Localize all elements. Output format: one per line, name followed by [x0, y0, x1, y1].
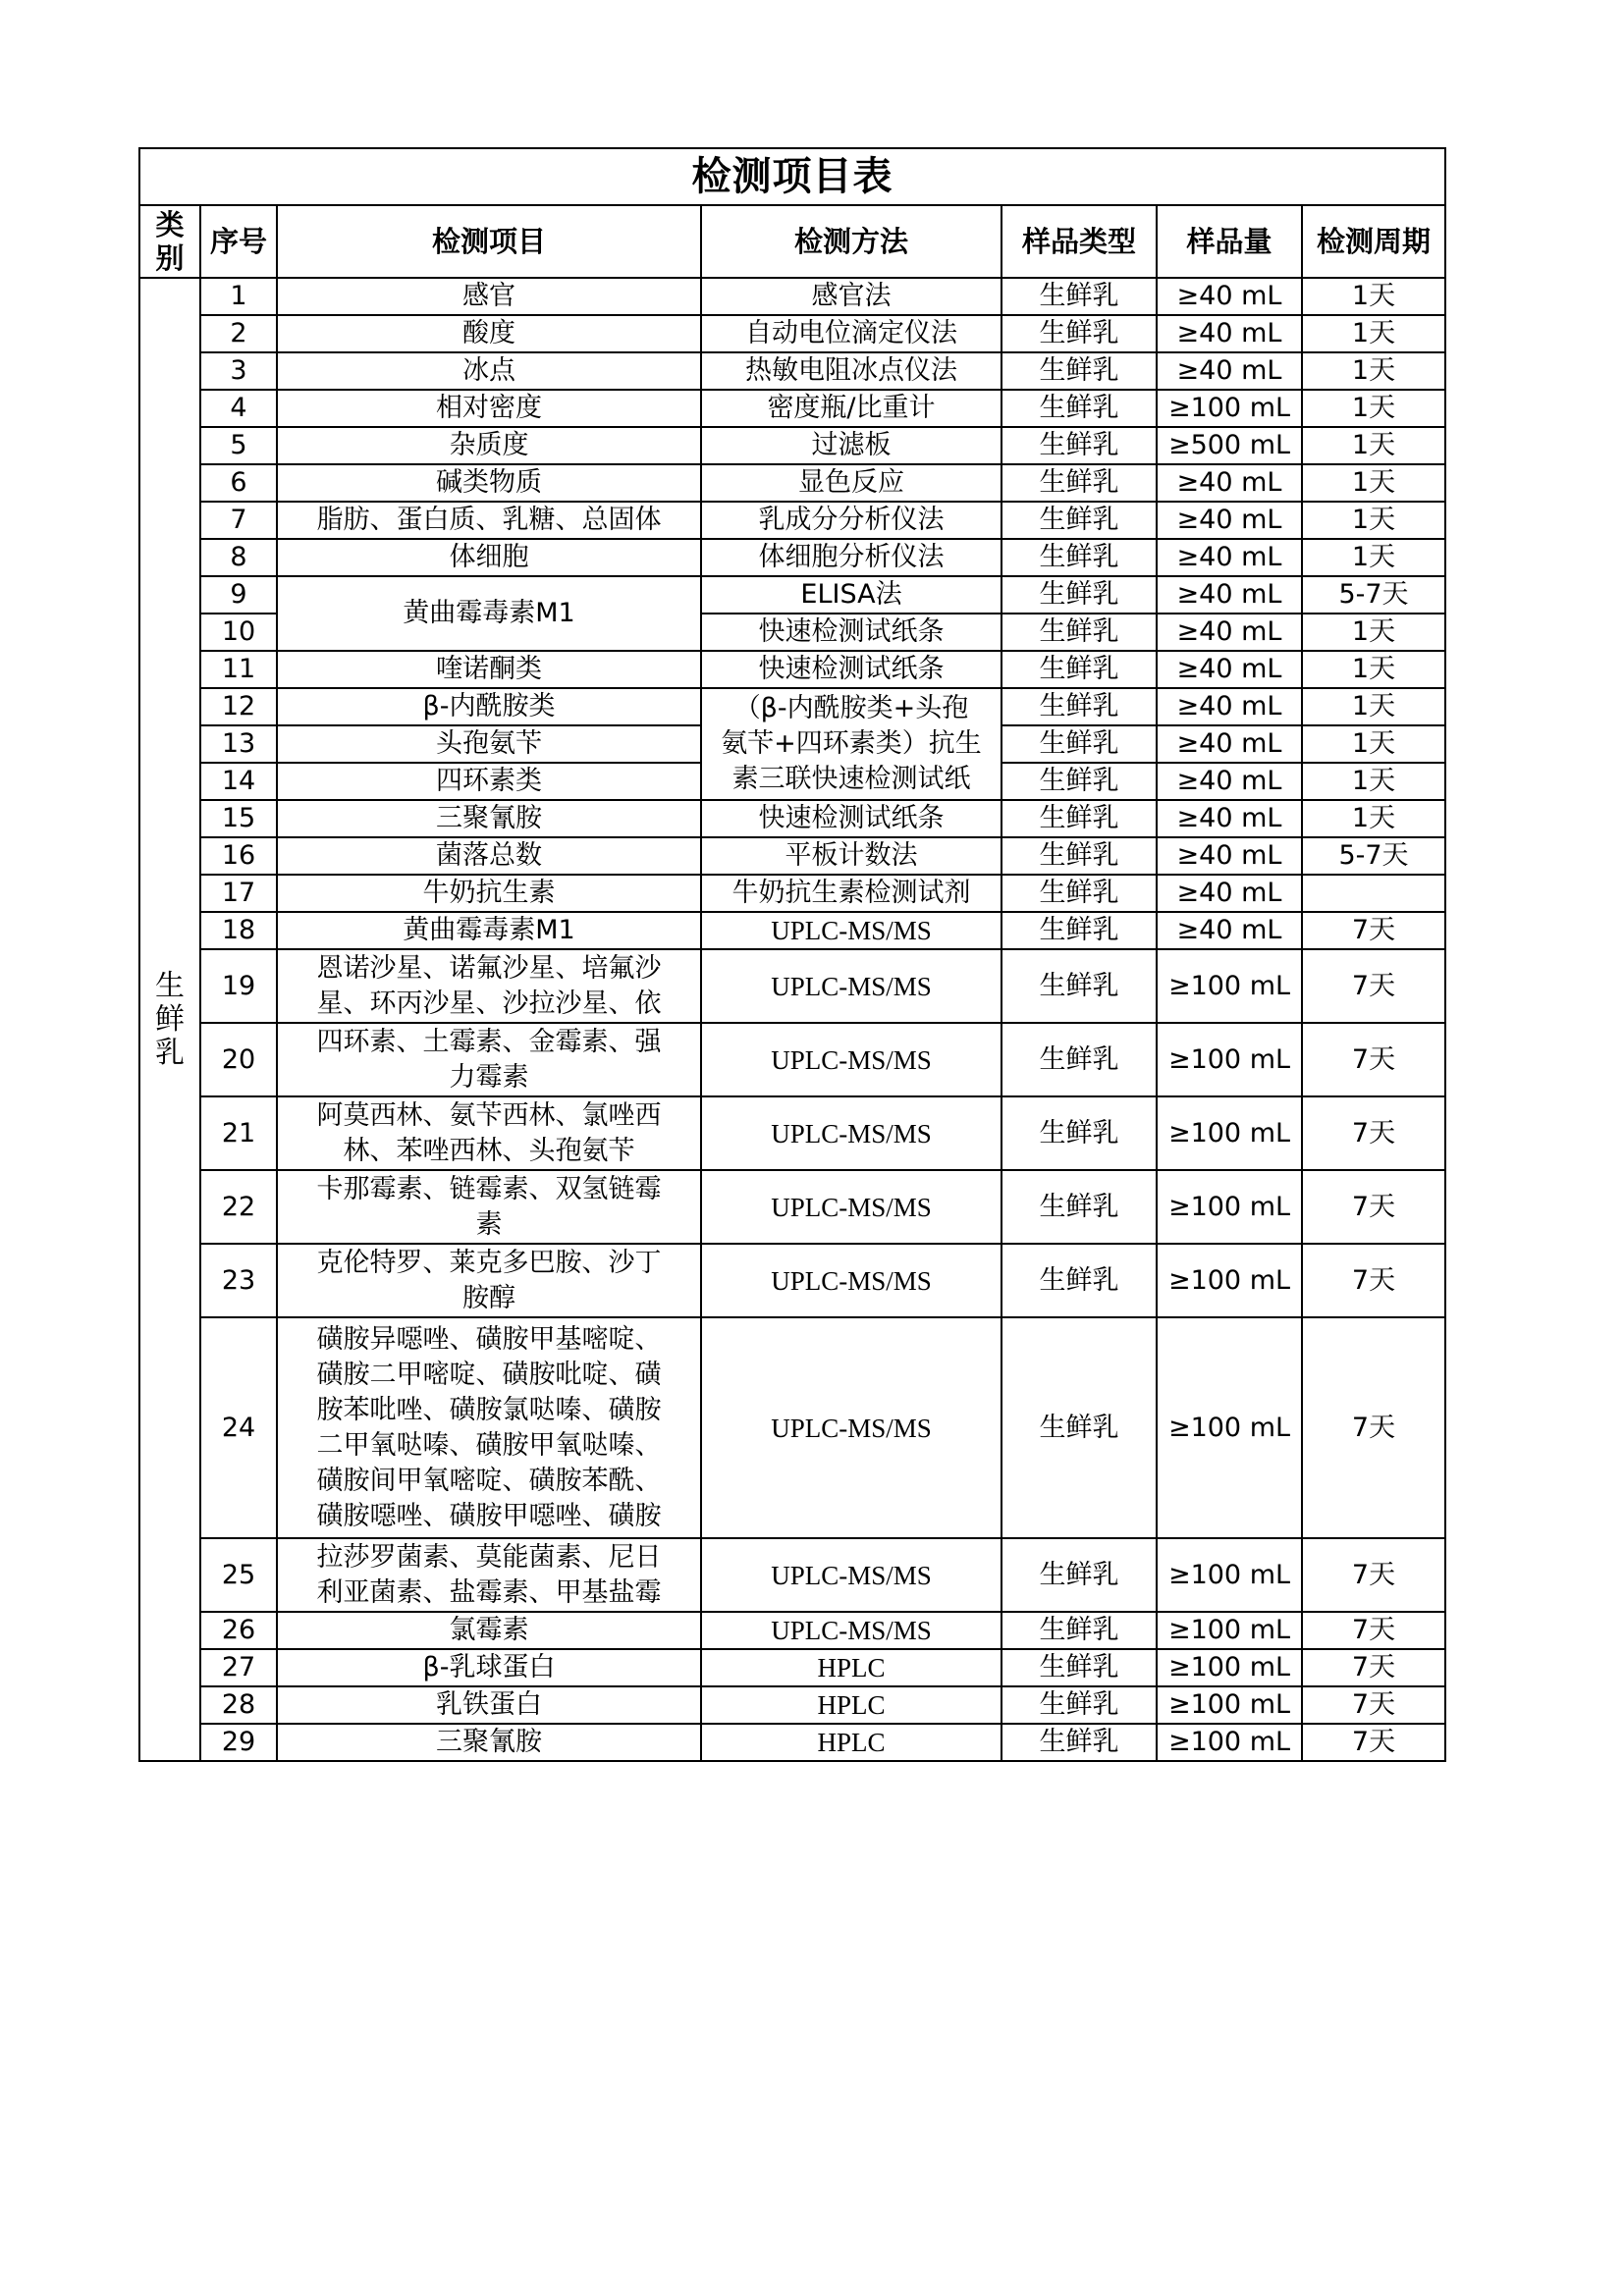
- method-line: 热敏电阻冰点仪法: [745, 355, 957, 386]
- seq-cell: 17: [200, 875, 277, 912]
- method-line: 感官法: [811, 281, 892, 311]
- sample-type-cell: 生鲜乳: [1001, 614, 1157, 651]
- amount-cell: ≥40 mL: [1157, 912, 1302, 949]
- category-char: 生: [155, 968, 185, 1003]
- cycle-cell: 5-7天: [1302, 576, 1445, 614]
- table-row: [139, 1244, 1445, 1317]
- amount-cell: ≥40 mL: [1157, 800, 1302, 837]
- seq-cell: 1: [200, 278, 277, 315]
- item-line: 磺胺异噁唑、磺胺甲基嘧啶、: [316, 1323, 662, 1355]
- method-line: HPLC: [817, 1653, 886, 1682]
- method-line: 快速检测试纸条: [758, 654, 945, 684]
- item-line: β-内酰胺类: [422, 691, 556, 721]
- method-line: 牛奶抗生素检测试剂: [731, 878, 971, 908]
- item-line: 黄曲霉毒素M1: [403, 915, 575, 945]
- item-cell: [277, 1612, 701, 1649]
- method-cell: [701, 912, 1001, 949]
- item-line: 四环素、土霉素、金霉素、强: [316, 1026, 662, 1057]
- item-line: 拉莎罗菌素、莫能菌素、尼日: [316, 1541, 662, 1573]
- item-line: 四环素类: [436, 766, 542, 796]
- seq-cell: 9: [200, 576, 277, 614]
- sample-type-cell: 生鲜乳: [1001, 800, 1157, 837]
- amount-cell: ≥100 mL: [1157, 1649, 1302, 1686]
- seq-cell: 8: [200, 539, 277, 576]
- table-row: [139, 1612, 1445, 1649]
- amount-cell: ≥100 mL: [1157, 1244, 1302, 1317]
- seq-cell: 21: [200, 1096, 277, 1170]
- sample-type-cell: 生鲜乳: [1001, 1023, 1157, 1096]
- cycle-cell: 5-7天: [1302, 837, 1445, 875]
- method-cell: [701, 576, 1001, 614]
- seq-cell: 6: [200, 464, 277, 502]
- item-cell: [277, 278, 701, 315]
- item-line: 克伦特罗、莱克多巴胺、沙丁: [316, 1247, 662, 1278]
- item-cell: [277, 539, 701, 576]
- item-cell: [277, 651, 701, 688]
- item-line: 磺胺二甲嘧啶、磺胺吡啶、磺: [316, 1359, 662, 1390]
- item-cell: [277, 352, 701, 390]
- seq-cell: 26: [200, 1612, 277, 1649]
- cycle-cell: 1天: [1302, 725, 1445, 763]
- method-cell: [701, 352, 1001, 390]
- method-cell: [701, 502, 1001, 539]
- table-row: [139, 278, 1445, 315]
- item-cell: [277, 1649, 701, 1686]
- sample-type-cell: 生鲜乳: [1001, 390, 1157, 427]
- seq-cell: 23: [200, 1244, 277, 1317]
- cycle-cell: 1天: [1302, 651, 1445, 688]
- item-line: 恩诺沙星、诺氟沙星、培氟沙: [316, 952, 662, 984]
- header-amount: 样品量: [1157, 205, 1302, 278]
- table-row: [139, 464, 1445, 502]
- seq-cell: 28: [200, 1686, 277, 1724]
- item-line: 卡那霉素、链霉素、双氢链霉: [316, 1173, 662, 1204]
- item-line: 乳铁蛋白: [436, 1689, 542, 1720]
- seq-cell: 10: [200, 614, 277, 651]
- method-line: 密度瓶/比重计: [767, 393, 936, 423]
- item-cell: [277, 1538, 701, 1612]
- method-cell: [701, 688, 1001, 800]
- sample-type-cell: 生鲜乳: [1001, 1317, 1157, 1538]
- amount-cell: ≥40 mL: [1157, 688, 1302, 725]
- cycle-cell: 7天: [1302, 949, 1445, 1023]
- header-category-char: 类: [155, 208, 185, 241]
- cycle-cell: 1天: [1302, 390, 1445, 427]
- cycle-cell: 1天: [1302, 278, 1445, 315]
- item-cell: [277, 1096, 701, 1170]
- seq-cell: 22: [200, 1170, 277, 1244]
- header-row: [139, 205, 1445, 278]
- cycle-cell: 1天: [1302, 502, 1445, 539]
- item-line: 力霉素: [449, 1061, 529, 1093]
- table-row: [139, 352, 1445, 390]
- method-cell: [701, 837, 1001, 875]
- table-row: [139, 1686, 1445, 1724]
- amount-cell: ≥100 mL: [1157, 1096, 1302, 1170]
- table-row: [139, 949, 1445, 1023]
- item-cell: [277, 1244, 701, 1317]
- sample-type-cell: 生鲜乳: [1001, 837, 1157, 875]
- item-line: 胺苯吡唑、磺胺氯哒嗪、磺胺: [316, 1394, 662, 1425]
- method-cell: [701, 614, 1001, 651]
- item-cell: [277, 800, 701, 837]
- method-line: 体细胞分析仪法: [758, 542, 945, 572]
- seq-cell: 14: [200, 763, 277, 800]
- method-line: 乳成分分析仪法: [758, 505, 945, 535]
- table-row: [139, 651, 1445, 688]
- header-category: [139, 205, 200, 278]
- amount-cell: ≥100 mL: [1157, 390, 1302, 427]
- item-line: 黄曲霉毒素M1: [403, 598, 575, 628]
- header-category-char: 别: [155, 241, 185, 275]
- item-line: 氯霉素: [449, 1615, 529, 1645]
- category-char: 鲜: [155, 1001, 185, 1037]
- method-line: 显色反应: [798, 467, 904, 498]
- test-items-table: [138, 147, 1446, 1762]
- sample-type-cell: 生鲜乳: [1001, 1244, 1157, 1317]
- sample-type-cell: 生鲜乳: [1001, 1096, 1157, 1170]
- method-line: UPLC-MS/MS: [771, 1616, 932, 1645]
- method-cell: [701, 1096, 1001, 1170]
- method-line: 自动电位滴定仪法: [745, 318, 957, 348]
- item-line: 林、苯唑西林、头孢氨苄: [343, 1135, 635, 1166]
- method-line: UPLC-MS/MS: [771, 971, 932, 1001]
- amount-cell: ≥40 mL: [1157, 352, 1302, 390]
- method-line: UPLC-MS/MS: [771, 1265, 932, 1296]
- cycle-cell: 7天: [1302, 1686, 1445, 1724]
- amount-cell: ≥500 mL: [1157, 427, 1302, 464]
- item-line: 头孢氨苄: [436, 728, 542, 759]
- table-row: [139, 1538, 1445, 1612]
- method-line: 平板计数法: [785, 840, 918, 871]
- item-line: 喹诺酮类: [436, 654, 542, 684]
- seq-cell: 11: [200, 651, 277, 688]
- item-cell: [277, 427, 701, 464]
- method-line: 素三联快速检测试纸: [731, 764, 971, 794]
- method-line: 氨苄+四环素类）抗生: [721, 728, 982, 759]
- sample-type-cell: 生鲜乳: [1001, 1724, 1157, 1761]
- table-row: [139, 1096, 1445, 1170]
- item-line: 杂质度: [449, 430, 529, 460]
- method-line: UPLC-MS/MS: [771, 1044, 932, 1075]
- seq-cell: 25: [200, 1538, 277, 1612]
- header-method: 检测方法: [701, 205, 1001, 278]
- sample-type-cell: 生鲜乳: [1001, 1612, 1157, 1649]
- method-line: ELISA法: [800, 579, 902, 610]
- item-cell: [277, 688, 701, 725]
- amount-cell: ≥40 mL: [1157, 278, 1302, 315]
- header-seq: 序号: [200, 205, 277, 278]
- method-cell: [701, 1612, 1001, 1649]
- cycle-cell: 7天: [1302, 1096, 1445, 1170]
- table-row: [139, 1170, 1445, 1244]
- sample-type-cell: 生鲜乳: [1001, 725, 1157, 763]
- item-cell: [277, 875, 701, 912]
- cycle-cell: 7天: [1302, 1538, 1445, 1612]
- item-line: 酸度: [462, 318, 515, 348]
- method-cell: [701, 1170, 1001, 1244]
- item-line: 磺胺间甲氧嘧啶、磺胺苯酰、: [316, 1465, 662, 1496]
- method-cell: [701, 1724, 1001, 1761]
- table-row: [139, 875, 1445, 912]
- method-cell: [701, 1686, 1001, 1724]
- seq-cell: 12: [200, 688, 277, 725]
- cycle-cell: 1天: [1302, 464, 1445, 502]
- cycle-cell: 1天: [1302, 539, 1445, 576]
- seq-cell: 29: [200, 1724, 277, 1761]
- category-char: 乳: [155, 1035, 185, 1070]
- item-line: β-乳球蛋白: [422, 1652, 556, 1682]
- amount-cell: ≥40 mL: [1157, 502, 1302, 539]
- item-line: 利亚菌素、盐霉素、甲基盐霉: [316, 1576, 662, 1608]
- sample-type-cell: 生鲜乳: [1001, 1686, 1157, 1724]
- table-row: [139, 688, 1445, 725]
- table-row: [139, 800, 1445, 837]
- header-sample-type: 样品类型: [1001, 205, 1157, 278]
- amount-cell: ≥40 mL: [1157, 464, 1302, 502]
- seq-cell: 4: [200, 390, 277, 427]
- item-line: 三聚氰胺: [436, 803, 542, 833]
- item-line: 阿莫西林、氨苄西林、氯唑西: [316, 1099, 662, 1131]
- item-line: 菌落总数: [436, 840, 542, 871]
- item-line: 脂肪、蛋白质、乳糖、总固体: [316, 505, 662, 535]
- cycle-cell: 7天: [1302, 1170, 1445, 1244]
- seq-cell: 20: [200, 1023, 277, 1096]
- item-line: 三聚氰胺: [436, 1727, 542, 1757]
- item-line: 碱类物质: [436, 467, 542, 498]
- sample-type-cell: 生鲜乳: [1001, 763, 1157, 800]
- method-cell: [701, 1649, 1001, 1686]
- seq-cell: 24: [200, 1317, 277, 1538]
- item-cell: [277, 1170, 701, 1244]
- header-cycle: 检测周期: [1302, 205, 1445, 278]
- seq-cell: 7: [200, 502, 277, 539]
- table-row: [139, 539, 1445, 576]
- method-line: HPLC: [817, 1690, 886, 1720]
- item-cell: [277, 576, 701, 651]
- cycle-cell: 7天: [1302, 1023, 1445, 1096]
- category-cell: [139, 278, 200, 1761]
- item-line: 胺醇: [462, 1282, 515, 1313]
- table-row: [139, 1023, 1445, 1096]
- seq-cell: 3: [200, 352, 277, 390]
- method-line: UPLC-MS/MS: [771, 1413, 932, 1443]
- sample-type-cell: 生鲜乳: [1001, 651, 1157, 688]
- method-cell: [701, 390, 1001, 427]
- seq-cell: 13: [200, 725, 277, 763]
- method-cell: [701, 427, 1001, 464]
- amount-cell: ≥100 mL: [1157, 1023, 1302, 1096]
- sample-type-cell: 生鲜乳: [1001, 352, 1157, 390]
- item-line: 星、环丙沙星、沙拉沙星、依: [316, 988, 662, 1019]
- sample-type-cell: 生鲜乳: [1001, 912, 1157, 949]
- amount-cell: ≥40 mL: [1157, 576, 1302, 614]
- amount-cell: ≥40 mL: [1157, 763, 1302, 800]
- method-line: HPLC: [817, 1728, 886, 1757]
- method-cell: [701, 539, 1001, 576]
- table-row: [139, 502, 1445, 539]
- cycle-cell: 1天: [1302, 763, 1445, 800]
- item-line: 相对密度: [436, 393, 542, 423]
- table-row: [139, 837, 1445, 875]
- item-line: 二甲氧哒嗪、磺胺甲氧哒嗪、: [316, 1429, 662, 1461]
- item-cell: [277, 390, 701, 427]
- method-line: UPLC-MS/MS: [771, 1560, 932, 1590]
- cycle-cell: 1天: [1302, 315, 1445, 352]
- cycle-cell: 1天: [1302, 614, 1445, 651]
- method-cell: [701, 651, 1001, 688]
- sample-type-cell: 生鲜乳: [1001, 427, 1157, 464]
- cycle-cell: 7天: [1302, 1612, 1445, 1649]
- item-cell: [277, 315, 701, 352]
- item-line: 感官: [462, 281, 515, 311]
- cycle-cell: 7天: [1302, 912, 1445, 949]
- item-cell: [277, 763, 701, 800]
- item-line: 牛奶抗生素: [422, 878, 556, 908]
- method-cell: [701, 1538, 1001, 1612]
- cycle-cell: 1天: [1302, 688, 1445, 725]
- method-cell: [701, 1244, 1001, 1317]
- sample-type-cell: 生鲜乳: [1001, 1649, 1157, 1686]
- amount-cell: ≥100 mL: [1157, 1170, 1302, 1244]
- table-row: [139, 1317, 1445, 1538]
- amount-cell: ≥100 mL: [1157, 1612, 1302, 1649]
- table-row: [139, 427, 1445, 464]
- table-row: [139, 576, 1445, 614]
- method-cell: [701, 278, 1001, 315]
- sample-type-cell: 生鲜乳: [1001, 539, 1157, 576]
- amount-cell: ≥40 mL: [1157, 614, 1302, 651]
- item-line: 磺胺噁唑、磺胺甲噁唑、磺胺: [316, 1500, 662, 1531]
- seq-cell: 2: [200, 315, 277, 352]
- method-cell: [701, 1317, 1001, 1538]
- amount-cell: ≥40 mL: [1157, 875, 1302, 912]
- sample-type-cell: 生鲜乳: [1001, 464, 1157, 502]
- sample-type-cell: 生鲜乳: [1001, 1170, 1157, 1244]
- item-cell: [277, 1686, 701, 1724]
- item-line: 素: [475, 1208, 503, 1240]
- seq-cell: 5: [200, 427, 277, 464]
- method-line: UPLC-MS/MS: [771, 1118, 932, 1148]
- seq-cell: 15: [200, 800, 277, 837]
- method-cell: [701, 800, 1001, 837]
- method-line: UPLC-MS/MS: [771, 916, 932, 945]
- item-line: 冰点: [462, 355, 515, 386]
- cycle-cell: 7天: [1302, 1649, 1445, 1686]
- item-cell: [277, 464, 701, 502]
- amount-cell: ≥100 mL: [1157, 949, 1302, 1023]
- amount-cell: ≥100 mL: [1157, 1317, 1302, 1538]
- item-line: 体细胞: [449, 542, 529, 572]
- sample-type-cell: 生鲜乳: [1001, 315, 1157, 352]
- item-cell: [277, 949, 701, 1023]
- sample-type-cell: 生鲜乳: [1001, 875, 1157, 912]
- sample-type-cell: 生鲜乳: [1001, 688, 1157, 725]
- method-cell: [701, 315, 1001, 352]
- cycle-cell: 1天: [1302, 800, 1445, 837]
- table-body: [139, 278, 1445, 1761]
- item-cell: [277, 1023, 701, 1096]
- table-row: [139, 390, 1445, 427]
- item-cell: [277, 502, 701, 539]
- cycle-cell: [1302, 875, 1445, 912]
- method-cell: [701, 1023, 1001, 1096]
- seq-cell: 18: [200, 912, 277, 949]
- method-line: 快速检测试纸条: [758, 616, 945, 647]
- table-title: 检测项目表: [139, 148, 1445, 205]
- seq-cell: 16: [200, 837, 277, 875]
- header-item: 检测项目: [277, 205, 701, 278]
- seq-cell: 19: [200, 949, 277, 1023]
- item-cell: [277, 725, 701, 763]
- method-line: UPLC-MS/MS: [771, 1192, 932, 1222]
- sample-type-cell: 生鲜乳: [1001, 1538, 1157, 1612]
- amount-cell: ≥40 mL: [1157, 725, 1302, 763]
- table-row: [139, 1724, 1445, 1761]
- cycle-cell: 7天: [1302, 1244, 1445, 1317]
- amount-cell: ≥100 mL: [1157, 1686, 1302, 1724]
- method-line: （β-内酰胺类+头孢: [733, 693, 969, 723]
- table-row: [139, 912, 1445, 949]
- amount-cell: ≥40 mL: [1157, 539, 1302, 576]
- cycle-cell: 7天: [1302, 1724, 1445, 1761]
- item-cell: [277, 837, 701, 875]
- cycle-cell: 1天: [1302, 352, 1445, 390]
- item-cell: [277, 1724, 701, 1761]
- method-cell: [701, 464, 1001, 502]
- amount-cell: ≥40 mL: [1157, 837, 1302, 875]
- item-cell: [277, 1317, 701, 1538]
- amount-cell: ≥40 mL: [1157, 315, 1302, 352]
- table-row: [139, 1649, 1445, 1686]
- cycle-cell: 1天: [1302, 427, 1445, 464]
- sample-type-cell: 生鲜乳: [1001, 576, 1157, 614]
- method-cell: [701, 949, 1001, 1023]
- sample-type-cell: 生鲜乳: [1001, 949, 1157, 1023]
- cycle-cell: 7天: [1302, 1317, 1445, 1538]
- table-row: [139, 315, 1445, 352]
- seq-cell: 27: [200, 1649, 277, 1686]
- sample-type-cell: 生鲜乳: [1001, 502, 1157, 539]
- method-cell: [701, 875, 1001, 912]
- amount-cell: ≥100 mL: [1157, 1538, 1302, 1612]
- amount-cell: ≥40 mL: [1157, 651, 1302, 688]
- method-line: 快速检测试纸条: [758, 803, 945, 833]
- amount-cell: ≥100 mL: [1157, 1724, 1302, 1761]
- item-cell: [277, 912, 701, 949]
- method-line: 过滤板: [811, 430, 892, 460]
- sample-type-cell: 生鲜乳: [1001, 278, 1157, 315]
